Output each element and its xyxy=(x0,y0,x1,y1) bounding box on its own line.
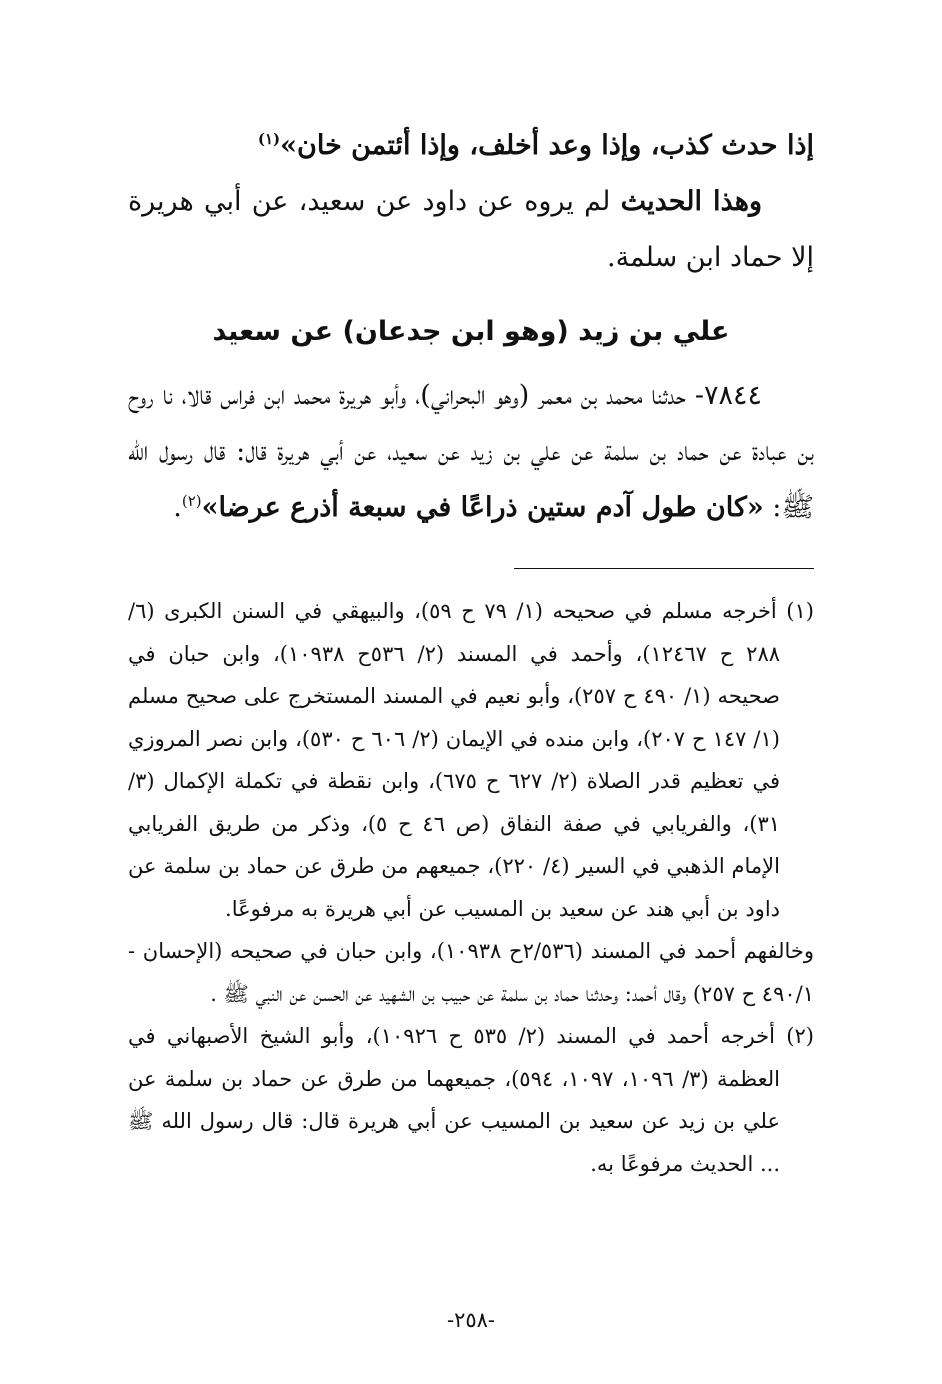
main-text xyxy=(128,118,814,536)
footnote-1-continuation: وخالفهم أحمد في المسند (٢/٥٣٦ح ١٠٩٣٨)، وابن حبان في صحيحه (الإحسان - ٤٩٠/١ ح ٢٥٧) وقال أحمد: وحدثنا حماد بن سلمة عن حبيب بن الشهيد عن الحسن عن النبي ﷺ . xyxy=(128,939,814,1006)
footnotes xyxy=(128,590,814,1185)
footnote-2: (٢) أخرجه أحمد في المسند (٢/ ٥٣٥ ح ١٠٩٢٦)، وأبو الشيخ الأصبهاني في العظمة (٣/ ١٠٩٦، ١٠٩٧، ٥٩٤)، جميعهما من طرق عن حماد بن سلمة عن علي بن زيد عن سعيد بن المسيب عن أبي هريرة قال: قال رسول الله ﷺ ... الحديث مرفوعًا به. xyxy=(128,1024,814,1176)
commentary-paragraph xyxy=(128,174,814,286)
commentary-text: لم يروه عن داود عن سعيد، عن أبي هريرة إلا حماد ابن سلمة. xyxy=(128,186,814,273)
footnote-ref-2: (٢) xyxy=(181,492,202,510)
page-number: -٢٥٨- xyxy=(446,1308,496,1332)
hadith-paragraph xyxy=(128,368,814,536)
commentary-bold-lead: وهذا الحديث xyxy=(620,186,762,217)
footnote-1: (١) أخرجه مسلم في صحيحه (١/ ٧٩ ح ٥٩)، والبيهقي في السنن الكبرى (٦/ ٢٨٨ ح ١٢٤٦٧)، وأحمد في المسند (٢/ ٥٣٦ح ١٠٩٣٨)، وابن حبان في صحيحه (١/ ٤٩٠ ح ٢٥٧)، وأبو نعيم في المسند المستخرج على صحيح مسلم (١/ ١٤٧ ح ٢٠٧)، وابن منده في الإيمان (٢/ ٦٠٦ ح ٥٣٠)، وابن نصر المروزي في تعظيم قدر الصلاة (٢/ ٦٢٧ ح ٦٧٥)، وابن نقطة في تكملة الإكمال (٣/ ٣١)، والفريابي في صفة النفاق (ص ٤٦ ح ٥)، وذكر من طريق الفريابي الإمام الذهبي في السير (٤/ ٢٢٠)، جميعهم من طرق عن حماد بن سلمة عن داود بن أبي هند عن سعيد بن المسيب عن أبي هريرة به مرفوعًا. xyxy=(128,599,814,921)
footnote-ref-1: (١) xyxy=(257,130,281,148)
section-heading: علي بن زيد (وهو ابن جدعان) عن سعيد xyxy=(212,316,730,347)
hadith-end-text: إذا حدث كذب، وإذا وعد أخلف، وإذا أئتمن خان» xyxy=(280,130,814,161)
hadith-continuation-line xyxy=(128,118,814,174)
hadith-matn-text: «كان طول آدم ستين ذراعًا في سبعة أذرع عرضا» xyxy=(201,492,764,523)
hadith-end-punct: . xyxy=(173,492,182,523)
hadith-isnad-text: ٧٨٤٤- حدثنا محمد بن معمر (وهو البحراني)، وأبو هريرة محمد ابن فراس قالا، نا روح بن عبادة عن حماد بن سلمة عن علي بن زيد عن سعيد، عن أبي هريرة قال: قال رسول الله ﷺ: xyxy=(128,380,814,523)
footnote-separator xyxy=(514,568,814,569)
